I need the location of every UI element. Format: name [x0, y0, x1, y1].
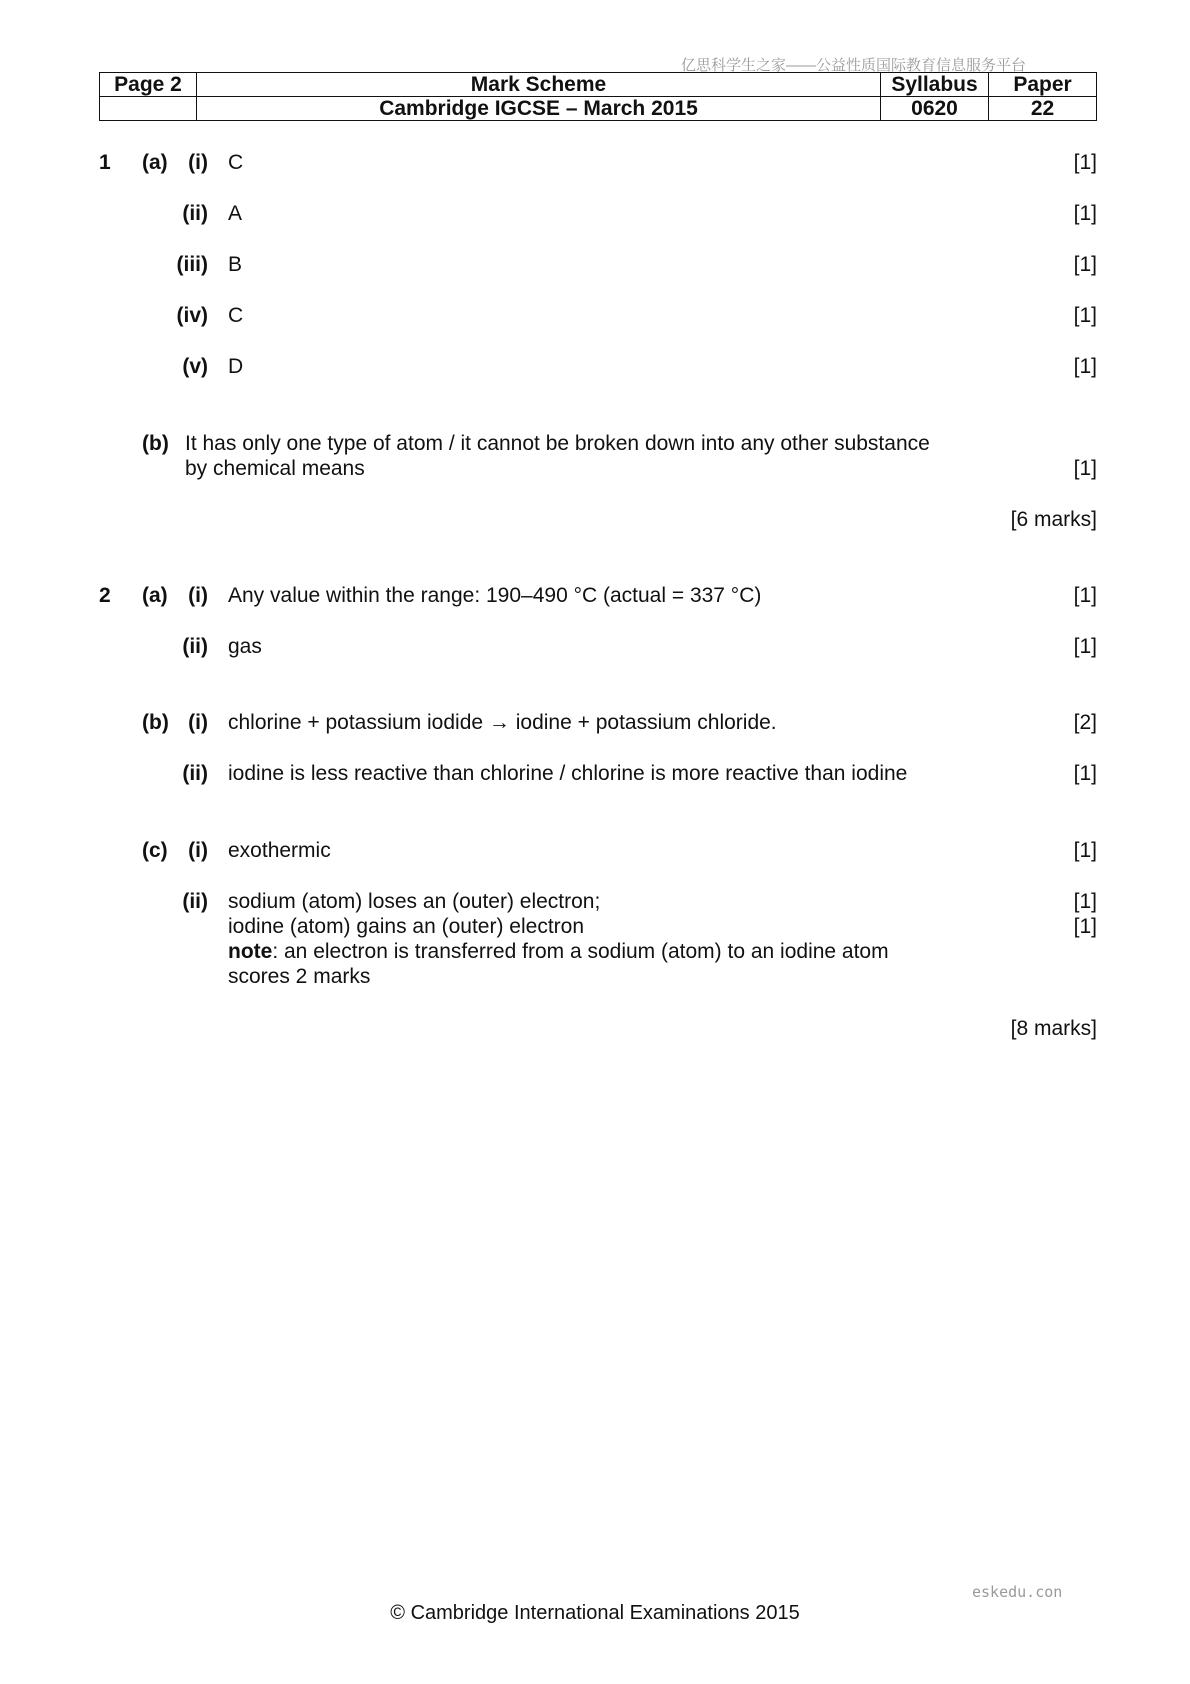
answer-text: D — [228, 355, 244, 378]
syllabus-code: 0620 — [881, 97, 989, 121]
answer-text: gas — [228, 635, 262, 658]
mark: [1] — [1073, 915, 1097, 938]
answer-text: It has only one type of atom / it cannot be broken down into any other substance — [185, 432, 930, 455]
mark: [2] — [1073, 711, 1097, 734]
mark: [1] — [1073, 304, 1097, 327]
mark: [1] — [1073, 890, 1097, 913]
subpart-label: (v) — [182, 355, 208, 378]
note-body: : an electron is transferred from a sodium (atom) to an iodine atom — [272, 940, 889, 963]
part-label: (b) — [142, 711, 169, 734]
subpart-label: (i) — [188, 584, 208, 607]
part-label: (a) — [142, 151, 168, 174]
syllabus-label: Syllabus — [881, 73, 989, 97]
part-label: (a) — [142, 584, 168, 607]
mark: [1] — [1073, 584, 1097, 607]
subpart-label: (i) — [188, 711, 208, 734]
subpart-label: (i) — [188, 839, 208, 862]
subpart-label: (ii) — [182, 635, 208, 658]
mark: [1] — [1073, 457, 1097, 480]
answer-text: A — [228, 202, 243, 225]
part-label: (c) — [142, 839, 168, 862]
answer-text: by chemical means — [185, 457, 365, 480]
question-number: 1 — [99, 151, 111, 174]
mark: [1] — [1073, 762, 1097, 785]
subpart-label: (ii) — [182, 890, 208, 913]
header-table — [99, 72, 1097, 121]
answer-text: sodium (atom) loses an (outer) electron; — [228, 890, 601, 913]
subpart-label: (iv) — [176, 304, 208, 327]
mark: [1] — [1073, 253, 1097, 276]
mark: [1] — [1073, 202, 1097, 225]
subpart-label: (ii) — [182, 762, 208, 785]
watermark-bottom: eskedu.con — [972, 1583, 1063, 1601]
subpart-label: (iii) — [176, 253, 208, 276]
note-text-continued: scores 2 marks — [228, 965, 371, 988]
paper-label: Paper — [989, 73, 1097, 97]
answer-text: chlorine + potassium iodide → iodine + potassium chloride. — [228, 711, 777, 734]
subpart-label: (i) — [188, 151, 208, 174]
document-title: Mark Scheme — [197, 73, 881, 97]
answer-text: exothermic — [228, 839, 331, 862]
copyright-footer: © Cambridge International Examinations 2015 — [390, 1602, 800, 1624]
exam-session: Cambridge IGCSE – March 2015 — [197, 97, 881, 121]
note-text — [228, 940, 889, 964]
question-total: [8 marks] — [1010, 1017, 1097, 1040]
answer-text: B — [228, 253, 243, 276]
answer-text: C — [228, 151, 244, 174]
answer-text: C — [228, 304, 244, 327]
answer-text: Any value within the range: 190–490 °C (actual = 337 °C) — [228, 584, 762, 607]
question-total: [6 marks] — [1010, 508, 1097, 531]
question-number: 2 — [99, 584, 111, 607]
note-label: note — [228, 940, 273, 963]
paper-number: 22 — [989, 97, 1097, 121]
mark: [1] — [1073, 839, 1097, 862]
answer-text: iodine (atom) gains an (outer) electron — [228, 915, 585, 938]
subpart-label: (ii) — [182, 202, 208, 225]
part-label: (b) — [142, 432, 169, 455]
page-number: Page 2 — [100, 73, 197, 97]
mark: [1] — [1073, 151, 1097, 174]
mark: [1] — [1073, 635, 1097, 658]
mark: [1] — [1073, 355, 1097, 378]
answer-text: iodine is less reactive than chlorine / chlorine is more reactive than iodine — [228, 762, 908, 785]
watermark-top: 亿思科学生之家——公益性质国际教育信息服务平台 — [681, 57, 1027, 74]
